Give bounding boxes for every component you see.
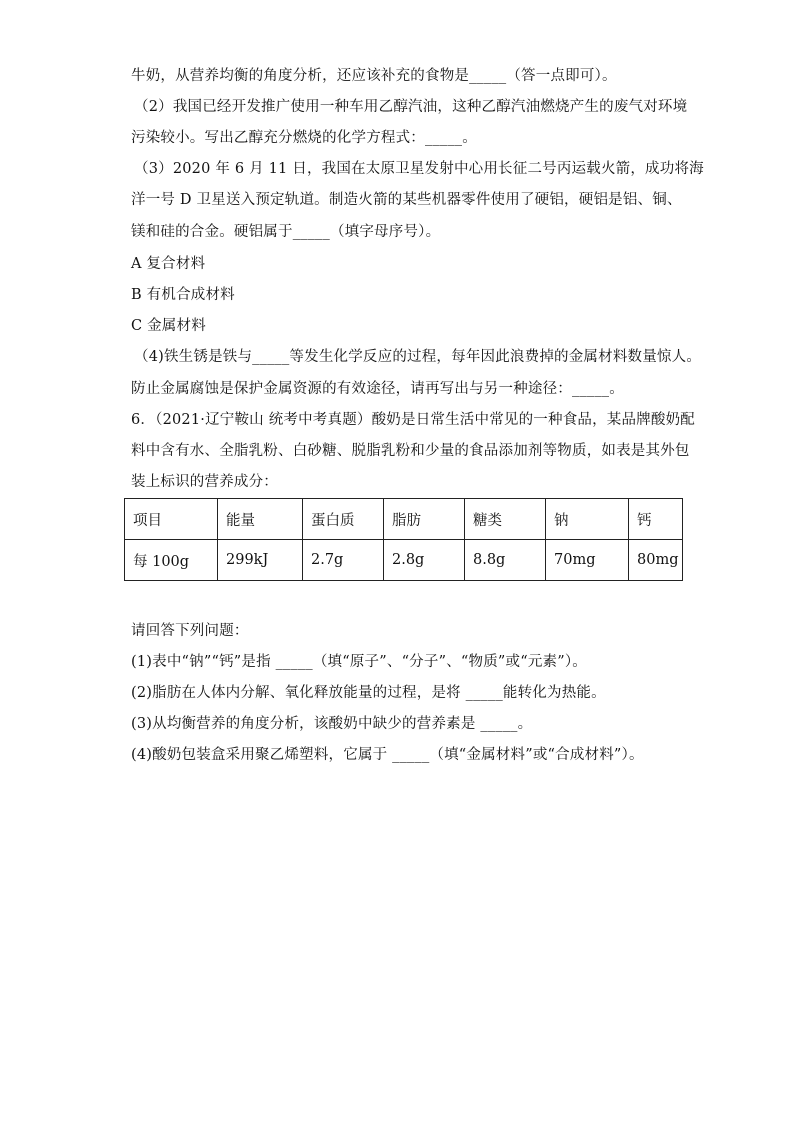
text-line: 镁和硅的合金。硬铝属于_____（填字母序号）。 — [131, 224, 441, 240]
table-cell: 蛋白质 — [303, 499, 384, 540]
table-cell: 8.8g — [465, 540, 546, 581]
questions-intro: 请回答下列问题： — [131, 623, 249, 639]
table-cell: 299kJ — [218, 540, 303, 581]
text-line: （4)铁生锈是铁与_____等发生化学反应的过程，每年因此浪费掉的金属材料数量惊人。 — [134, 349, 702, 365]
table-cell: 脂肪 — [384, 499, 465, 540]
table-cell: 钙 — [629, 499, 683, 540]
text-line: 装上标识的营养成分： — [131, 474, 278, 490]
text-line: 洋一号 D 卫星送入预定轨道。制造火箭的某些机器零件使用了硬铝，硬铝是铝、铜、 — [131, 192, 682, 208]
table-cell: 70mg — [546, 540, 629, 581]
question-item: (4)酸奶包装盒采用聚乙烯塑料，它属于 _____（填“金属材料”或“合成材料”）。 — [131, 747, 644, 763]
table-cell: 钠 — [546, 499, 629, 540]
nutrition-table — [124, 498, 683, 581]
question-item: (3)从均衡营养的角度分析，该酸奶中缺少的营养素是 _____。 — [131, 716, 533, 732]
text-line: 防止金属腐蚀是保护金属资源的有效途径，请再写出与另一种途径：_____。 — [131, 381, 624, 397]
table-cell: 2.7g — [303, 540, 384, 581]
question-item: (2)脂肪在人体内分解、氧化释放能量的过程，是将 _____能转化为热能。 — [131, 685, 606, 701]
text-line: 牛奶，从营养均衡的角度分析，还应该补充的食物是_____（答一点即可）。 — [131, 68, 617, 84]
table-cell: 项目 — [125, 499, 218, 540]
table-cell: 2.8g — [384, 540, 465, 581]
table-cell: 80mg — [629, 540, 683, 581]
table-header-row — [125, 499, 683, 540]
option-c: C 金属材料 — [131, 318, 206, 334]
text-line: （2）我国已经开发推广使用一种车用乙醇汽油，这种乙醇汽油燃烧产生的废气对环境 — [134, 99, 688, 115]
text-line: （3）2020 年 6 月 11 日，我国在太原卫星发射中心用长征二号丙运载火箭，成功将海 — [134, 161, 704, 177]
table-cell: 糖类 — [465, 499, 546, 540]
table-cell: 能量 — [218, 499, 303, 540]
table-row — [125, 540, 683, 581]
option-a: A 复合材料 — [131, 256, 206, 272]
table-cell: 每 100g — [125, 540, 218, 581]
question-6-stem: 6．（2021·辽宁鞍山 统考中考真题）酸奶是日常生活中常见的一种食品，某品牌酸奶配 — [131, 412, 695, 428]
text-line: 污染较小。写出乙醇充分燃烧的化学方程式：_____。 — [131, 130, 477, 146]
text-line: 料中含有水、全脂乳粉、白砂糖、脱脂乳粉和少量的食品添加剂等物质，如表是其外包 — [131, 443, 690, 459]
option-b: B 有机合成材料 — [131, 287, 235, 303]
question-item: (1)表中“钠”“钙”是指 _____（填“原子”、“分子”、“物质”或“元素”）。 — [131, 654, 588, 670]
